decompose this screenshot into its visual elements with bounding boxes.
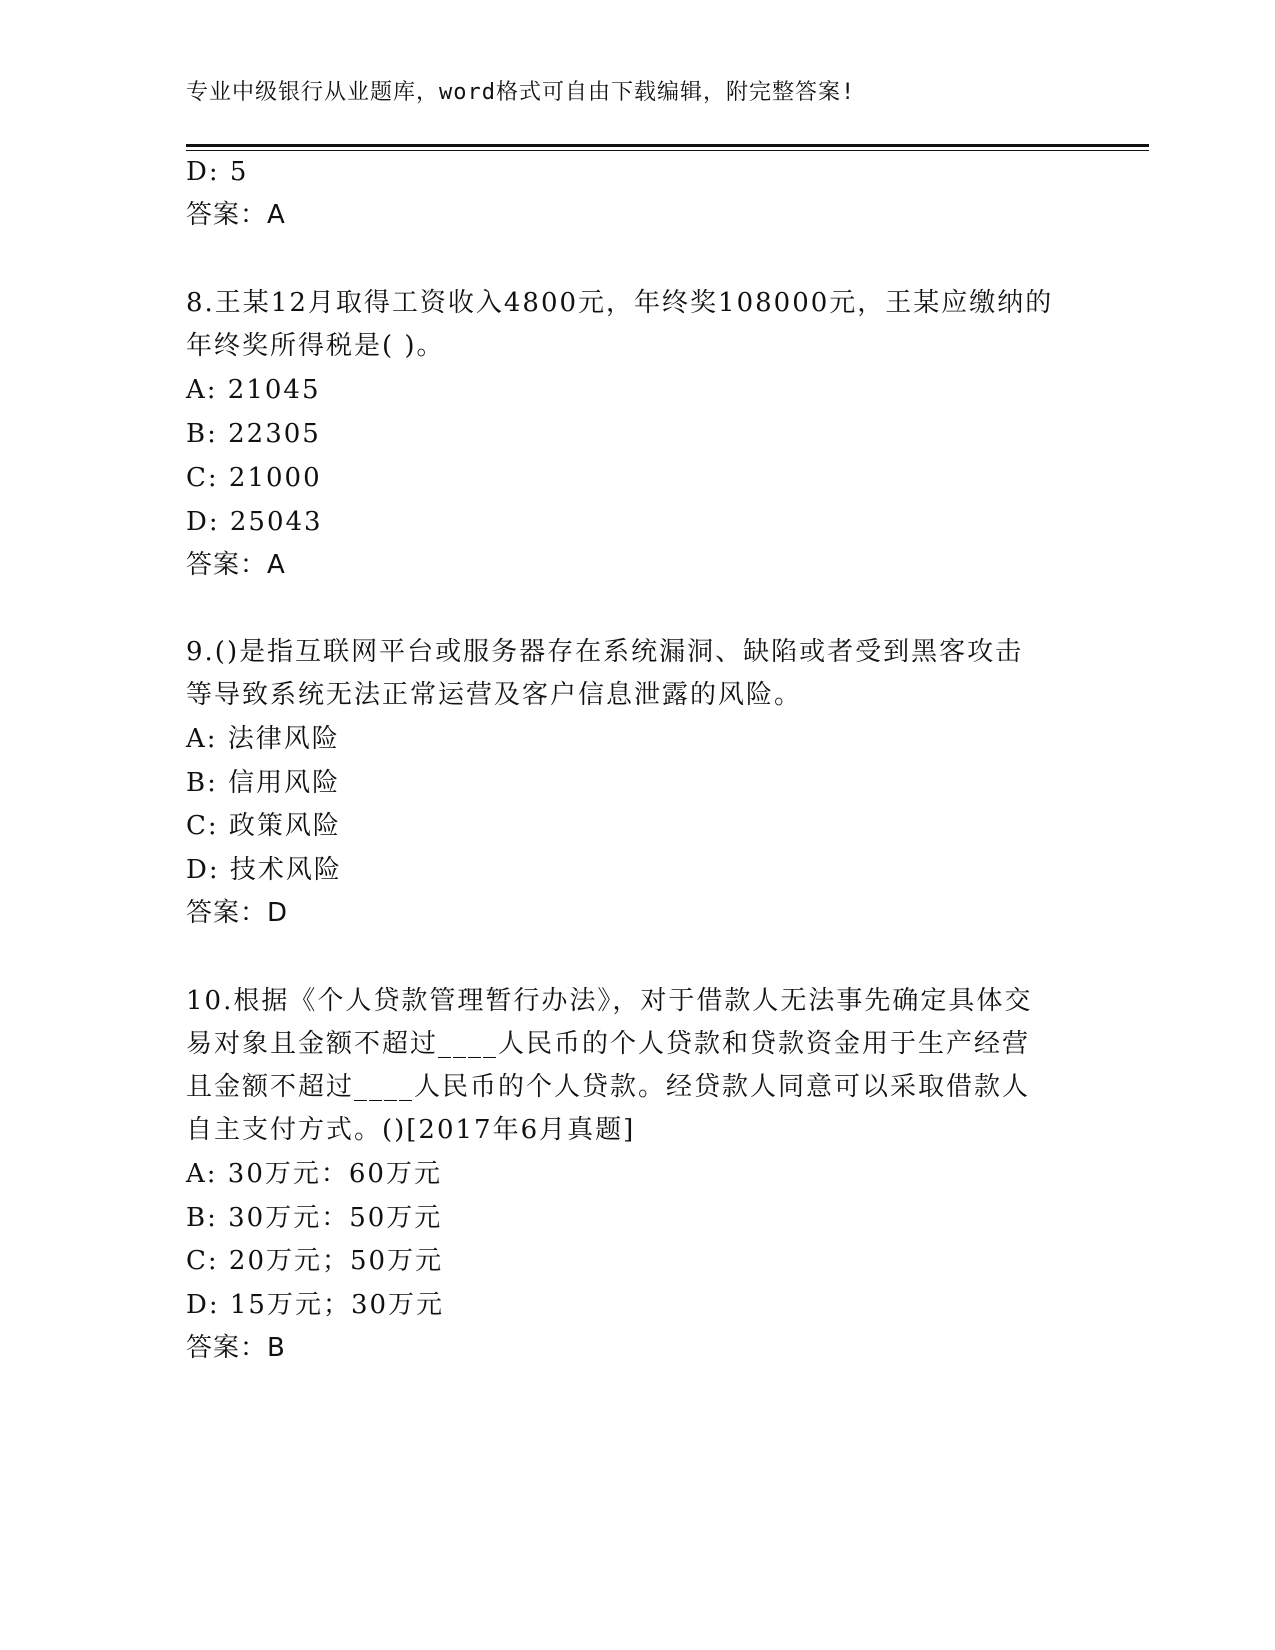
q9-option-c: C: 政策风险 [186, 811, 341, 841]
q9-option-d: D: 技术风险 [186, 855, 342, 885]
q8-stem-line-2: 年终奖所得税是( )。 [186, 331, 445, 361]
q10-option-b: B: 30万元：50万元 [186, 1203, 443, 1233]
q10-option-d: D: 15万元；30万元 [186, 1290, 445, 1320]
page-header: 专业中级银行从业题库，word格式可自由下载编辑，附完整答案! [186, 80, 856, 105]
q10-option-c: C: 20万元；50万元 [186, 1246, 444, 1276]
q10-stem-line-1: 10.根据《个人贷款管理暂行办法》，对于借款人无法事先确定具体交 [186, 986, 1033, 1016]
q9-answer: 答案：D [186, 898, 289, 928]
q10-stem-line-3: 且金额不超过____人民币的个人贷款。经贷款人同意可以采取借款人 [186, 1072, 1031, 1102]
q9-stem-line-2: 等导致系统无法正常运营及客户信息泄露的风险。 [186, 680, 803, 710]
q8-stem-line-1: 8.王某12月取得工资收入4800元，年终奖108000元，王某应缴纳的 [186, 288, 1054, 318]
q9-option-a: A: 法律风险 [186, 724, 340, 754]
q10-stem-line-2: 易对象且金额不超过____人民币的个人贷款和贷款资金用于生产经营 [186, 1029, 1031, 1059]
prev-answer: 答案：A [186, 200, 286, 230]
header-rule-thin [186, 150, 1149, 151]
q9-option-b: B: 信用风险 [186, 768, 341, 798]
q8-option-b: B: 22305 [186, 419, 321, 449]
prev-option-d: D: 5 [186, 157, 249, 187]
q8-option-d: D: 25043 [186, 507, 323, 537]
header-rule-thick [186, 144, 1149, 147]
q8-option-c: C: 21000 [186, 463, 322, 493]
q10-answer: 答案：B [186, 1333, 286, 1363]
q8-option-a: A: 21045 [186, 375, 321, 405]
q9-stem-line-1: 9.()是指互联网平台或服务器存在系统漏洞、缺陷或者受到黑客攻击 [186, 637, 1024, 667]
q8-answer: 答案：A [186, 550, 286, 580]
q10-option-a: A: 30万元：60万元 [186, 1159, 442, 1189]
q10-stem-line-4: 自主支付方式。()[2017年6月真题] [186, 1115, 636, 1145]
